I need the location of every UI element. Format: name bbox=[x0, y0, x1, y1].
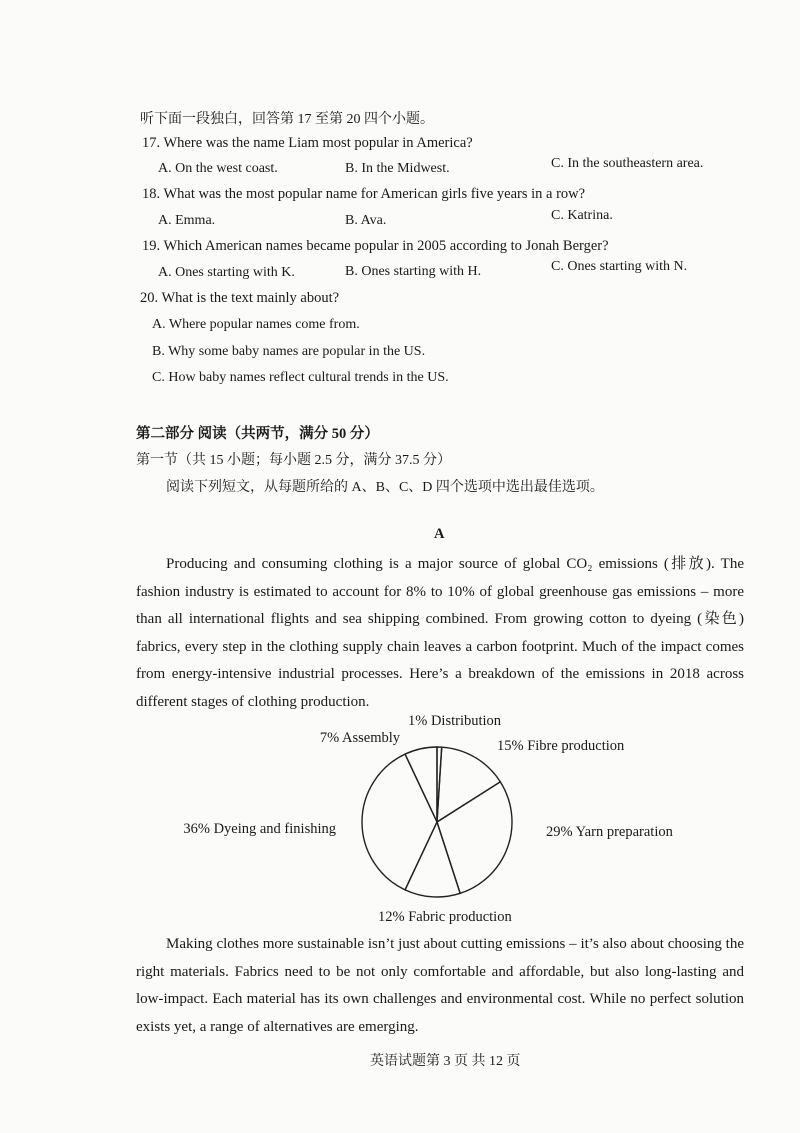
page-footer: 英语试题第 3 页 共 12 页 bbox=[370, 1054, 521, 1069]
section-title: 第一节（共 15 小题；每小题 2.5 分，满分 37.5 分） bbox=[136, 453, 451, 468]
option-17b: B. In the Midwest. bbox=[345, 161, 450, 176]
question-18 bbox=[142, 186, 585, 203]
passage-letter: A bbox=[434, 526, 445, 542]
question-text: Which American names became popular in 2005 according to Jonah Berger? bbox=[163, 238, 609, 254]
question-20 bbox=[140, 290, 339, 307]
pie-slice-assembly bbox=[405, 747, 437, 822]
option-19c: C. Ones starting with N. bbox=[551, 259, 688, 274]
pie-slice-fibre-production bbox=[437, 747, 500, 822]
pie-slice-fabric-production bbox=[405, 822, 460, 897]
pie-label-assembly: 7% Assembly bbox=[319, 730, 400, 746]
option-20b: B. Why some baby names are popular in the US. bbox=[152, 344, 426, 359]
option-19a: A. Ones starting with K. bbox=[158, 265, 295, 280]
pie-label-dyeing-and-finishing: 36% Dyeing and finishing bbox=[183, 821, 336, 837]
option-17a: A. On the west coast. bbox=[158, 161, 278, 176]
question-text: What was the most popular name for American girls five years in a row? bbox=[163, 186, 586, 202]
question-number: 18. bbox=[142, 186, 161, 202]
question-19 bbox=[142, 238, 609, 255]
part-title: 第二部分 阅读（共两节，满分 50 分） bbox=[136, 426, 379, 442]
pie-label-distribution: 1% Distribution bbox=[408, 713, 502, 729]
pie-chart bbox=[0, 700, 800, 940]
reading-instruction: 阅读下列短文，从每题所给的 A、B、C、D 四个选项中选出最佳选项。 bbox=[166, 480, 604, 495]
option-18b: B. Ava. bbox=[345, 213, 387, 228]
question-text: What is the text mainly about? bbox=[161, 290, 340, 306]
question-17 bbox=[142, 135, 473, 152]
passage-paragraph-2: Making clothes more sustainable isn’t just about cutting emissions – it’s also about choosing the right materials. Fabrics need to be not only comfortable and affordable, but also long-lasting and low-impact. Each material has its own challenges and environmental cost. While no perfect solution exists yet, a range of alternatives are emerging. bbox=[136, 936, 744, 1035]
question-text: Where was the name Liam most popular in America? bbox=[163, 135, 473, 151]
question-number: 17. bbox=[142, 135, 161, 151]
listening-instruction: 听下面一段独白，回答第 17 至第 20 四个小题。 bbox=[140, 112, 434, 127]
option-19b: B. Ones starting with H. bbox=[345, 264, 482, 279]
passage-paragraph-1: Producing and consuming clothing is a major source of global CO₂ emissions (排放). The fashion industry is estimated to account for 8% to 10% of global greenhouse gas emissions – more than all international flights and sea shipping combined. From growing cotton to dyeing (染色) fabrics, every step in the clothing supply chain leaves a carbon footprint. Much of the impact comes from energy-intensive industrial processes. Here’s a breakdown of the emissions in 2018 across different stages of clothing production. bbox=[136, 556, 744, 710]
question-number: 19. bbox=[142, 238, 161, 254]
option-17c: C. In the southeastern area. bbox=[551, 156, 704, 171]
option-20c: C. How baby names reflect cultural trends in the US. bbox=[152, 370, 449, 385]
option-18a: A. Emma. bbox=[158, 213, 216, 228]
pie-label-yarn-preparation: 29% Yarn preparation bbox=[546, 824, 673, 840]
option-20a: A. Where popular names come from. bbox=[152, 317, 360, 332]
option-18c: C. Katrina. bbox=[551, 208, 613, 223]
pie-label-fabric-production: 12% Fabric production bbox=[378, 909, 512, 925]
pie-slice-yarn-preparation bbox=[437, 782, 512, 894]
pie-label-fibre-production: 15% Fibre production bbox=[497, 738, 625, 754]
question-number: 20. bbox=[140, 290, 159, 306]
pie-slice-dyeing-and-finishing bbox=[362, 754, 437, 890]
